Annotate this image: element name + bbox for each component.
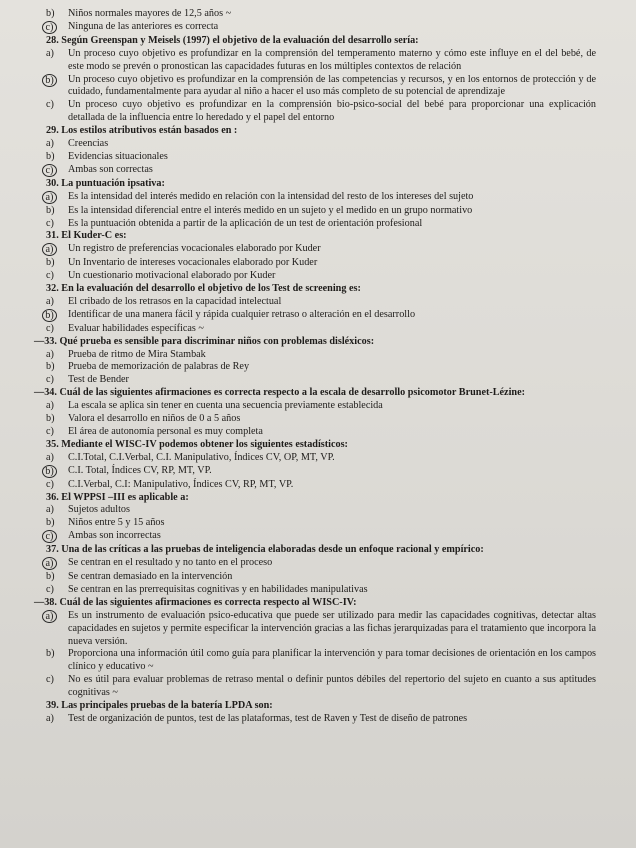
option-letter: a) [46, 504, 54, 516]
question-heading: 30. La puntuación ipsativa: [46, 177, 165, 189]
question-heading: — 38. Cuál de las siguientes afirmaciones es correcta respecto al WISC-IV: [34, 597, 596, 610]
option-letter [46, 191, 68, 205]
option-text: Ninguna de las anteriores es correcta [68, 20, 219, 32]
circled-answer-mark: c) [42, 164, 57, 177]
circled-answer-mark: b) [42, 74, 57, 87]
question-heading: 32. En la evaluación del desarrollo el objetivo de los Test de screening es: [46, 283, 361, 295]
option-text: Identificar de una manera fácil y rápida cualquier retraso o alteración en el desarrollo [68, 308, 416, 320]
option-text: Prueba de ritmo de Mira Stambak [68, 348, 206, 360]
option-letter [46, 530, 68, 544]
answer-option [46, 571, 596, 584]
option-letter [46, 74, 68, 100]
option-letter: a) [46, 712, 54, 724]
option-text: Un proceso cuyo objetivo es profundizar en la comprensión de las competencias y recursos, y en los entornos de protección y de cuidado, fundamentalmente para ayudar al niño a hacer el uso más completo de su potencial de aprendizaje [68, 73, 596, 98]
option-text: Test de organización de puntos, test de las plataformas, test de Raven y Test de diseño de patrones [68, 712, 468, 724]
circled-answer-mark: b) [42, 465, 57, 478]
option-letter: b) [46, 413, 55, 425]
answer-option [46, 48, 596, 74]
option-text: Un cuestionario motivacional elaborado por Kuder [68, 270, 276, 282]
answer-option [46, 426, 596, 439]
answer-option [46, 270, 596, 283]
answer-option [46, 243, 596, 257]
answer-option [46, 323, 596, 336]
answer-option [46, 400, 596, 413]
option-letter: c) [46, 478, 54, 490]
option-letter: b) [46, 517, 55, 529]
option-text: Se centran demasiado en la intervención [68, 570, 233, 582]
circled-answer-mark: b) [42, 309, 57, 322]
option-letter [46, 243, 68, 257]
option-text: Creencias [68, 138, 109, 150]
option-text: Un Inventario de intereses vocacionales elaborado por Kuder [68, 257, 318, 269]
option-letter: c) [46, 674, 54, 686]
option-letter: b) [46, 204, 55, 216]
option-letter: a) [46, 451, 54, 463]
option-text: Se centran en las prerrequisitas cognitivas y en habilidades manipulativas [68, 583, 368, 595]
answer-option [46, 349, 596, 362]
option-letter: a) [46, 138, 54, 150]
option-letter: c) [46, 270, 54, 282]
answer-option [46, 21, 596, 35]
answer-option [46, 374, 596, 387]
circled-answer-mark: c) [42, 530, 57, 543]
option-text: Ambas son incorrectas [68, 530, 161, 542]
option-letter [46, 21, 68, 35]
answer-option [46, 517, 596, 530]
option-letter: b) [46, 150, 55, 162]
option-text: El cribado de los retrasos en la capacidad intelectual [68, 295, 282, 307]
circled-answer-mark: c) [42, 21, 57, 34]
question-heading: 35. Mediante el WISC-IV podemos obtener los siguientes estadísticos: [46, 438, 348, 450]
option-text: Test de Bender [68, 374, 129, 386]
option-letter: a) [46, 348, 54, 360]
answer-option [46, 361, 596, 374]
option-letter: c) [46, 99, 54, 111]
circled-answer-mark: a) [42, 191, 57, 204]
answer-option [46, 713, 596, 726]
option-text: Proporciona una información útil como guía para planificar la intervención y para tomar decisiones de orientación en los campos clínico y educativo ~ [68, 648, 596, 673]
answer-option [46, 648, 596, 674]
answer-option [46, 296, 596, 309]
option-text: No es útil para evaluar problemas de retraso mental o definir puntos débiles del repertorio del sujeto en cuanto a sus aptitudes cognitivas ~ [68, 674, 596, 699]
circled-answer-mark: a) [42, 243, 57, 256]
question-heading: 37. Una de las críticas a las pruebas de inteligencia elaboradas desde un enfoque racional y empírico: [46, 544, 484, 556]
option-letter [46, 309, 68, 323]
option-letter: c) [46, 322, 54, 334]
option-letter: c) [46, 374, 54, 386]
option-text: Es la puntuación obtenida a partir de la aplicación de un test de orientación profesional [68, 217, 423, 229]
option-text: Ambas son correctas [68, 163, 153, 175]
answer-option [46, 164, 596, 178]
option-text: Evidencias situacionales [68, 150, 168, 162]
option-text: Un proceso cuyo objetivo es profundizar en la comprensión bio-psico-social del bebé para proporcionar una explicación detallada de la influencia entre lo heredado y el papel del entorno [68, 99, 596, 124]
answer-option [46, 674, 596, 700]
option-text: Es un instrumento de evaluación psico-educativa que puede ser utilizado para medir las capacidades cognitivas, detectar altas capacidades en sujetos y permite especificar la intervención gracias a las fichas jerarquizadas para el tratamiento que incorpora la nueva versión. [68, 609, 596, 647]
answer-option [46, 479, 596, 492]
option-text: El área de autonomía personal es muy completa [68, 426, 263, 437]
option-text: C.I.Total, C.I.Verbal, C.I. Manipulativo, Índices CV, OP, MT, VP. [68, 451, 335, 463]
option-letter: a) [46, 400, 54, 412]
circled-answer-mark: a) [42, 557, 57, 570]
option-text: Niños normales mayores de 12,5 años ~ [68, 8, 232, 19]
option-text: Sujetos adultos [68, 504, 130, 516]
option-text: Valora el desarrollo en niños de 0 a 5 años [68, 413, 241, 425]
option-letter: a) [46, 295, 54, 307]
answer-option [46, 205, 596, 218]
question-heading: 36. El WPPSI –III es aplicable a: [46, 491, 189, 503]
option-letter: c) [46, 583, 54, 595]
answer-option [46, 138, 596, 151]
option-text: Se centran en el resultado y no tanto en el proceso [68, 557, 273, 569]
option-letter: b) [46, 257, 55, 269]
option-text: Un proceso cuyo objetivo es profundizar en la comprensión del temperamento materno y cómo este influye en el del bebé, de este modo se prevén o pronostican las capacidades futuras en los múltiples contextos de relación [68, 47, 596, 72]
question-heading: 31. El Kuder-C es: [46, 230, 127, 242]
answer-option [46, 504, 596, 517]
answer-option [46, 99, 596, 125]
option-letter [46, 164, 68, 178]
answer-option [46, 309, 596, 323]
option-text: Evaluar habilidades específicas ~ [68, 322, 204, 334]
option-letter: c) [46, 217, 54, 229]
option-text: La escala se aplica sin tener en cuenta una secuencia previamente establecida [68, 400, 383, 412]
option-letter: c) [46, 426, 54, 437]
option-text: Niños entre 5 y 15 años [68, 517, 165, 529]
answer-option [46, 257, 596, 270]
answer-option [46, 584, 596, 597]
question-heading: 28. Según Greenspan y Meisels (1997) el objetivo de la evaluación del desarrollo sería: [46, 34, 419, 46]
answer-option [46, 74, 596, 100]
answer-option [46, 452, 596, 465]
option-text: Un registro de preferencias vocacionales elaborado por Kuder [68, 243, 321, 255]
answer-option [46, 557, 596, 571]
option-text: C.I.Verbal, C.I: Manipulativo, Índices CV, RP, MT, VP. [68, 478, 294, 490]
answer-option [46, 530, 596, 544]
answer-option [46, 610, 596, 649]
answer-option [46, 465, 596, 479]
circled-answer-mark: a) [42, 610, 57, 623]
answer-option [46, 218, 596, 231]
answer-option [46, 8, 596, 21]
option-text: C.I. Total, Índices CV, RP, MT, VP. [68, 464, 212, 476]
option-letter: a) [46, 47, 54, 59]
option-letter [46, 610, 68, 649]
answer-option [46, 413, 596, 426]
option-letter: b) [46, 648, 55, 660]
question-heading: — 34. Cuál de las siguientes afirmaciones es correcta respecto a la escala de desarrollo psicomotor Brunet-Lézine: [34, 387, 596, 400]
option-letter: b) [46, 8, 55, 19]
option-text: Es la intensidad del interés medido en relación con la intensidad del resto de los intereses del sujeto [68, 190, 474, 202]
option-text: Prueba de memorización de palabras de Rey [68, 361, 250, 373]
option-letter: b) [46, 570, 55, 582]
question-heading: 39. Las principales pruebas de la batería LPDA son: [46, 700, 273, 712]
answer-option [46, 191, 596, 205]
answer-option [46, 151, 596, 164]
option-letter [46, 557, 68, 571]
option-letter: b) [46, 361, 55, 373]
option-text: Es la intensidad diferencial entre el interés medido en un sujeto y el medido en un grupo normativo [68, 204, 473, 216]
question-heading: 29. Los estilos atributivos están basados en : [46, 125, 238, 137]
question-heading: — 33. Qué prueba es sensible para discriminar niños con problemas disléxicos: [34, 336, 596, 349]
option-letter [46, 465, 68, 479]
